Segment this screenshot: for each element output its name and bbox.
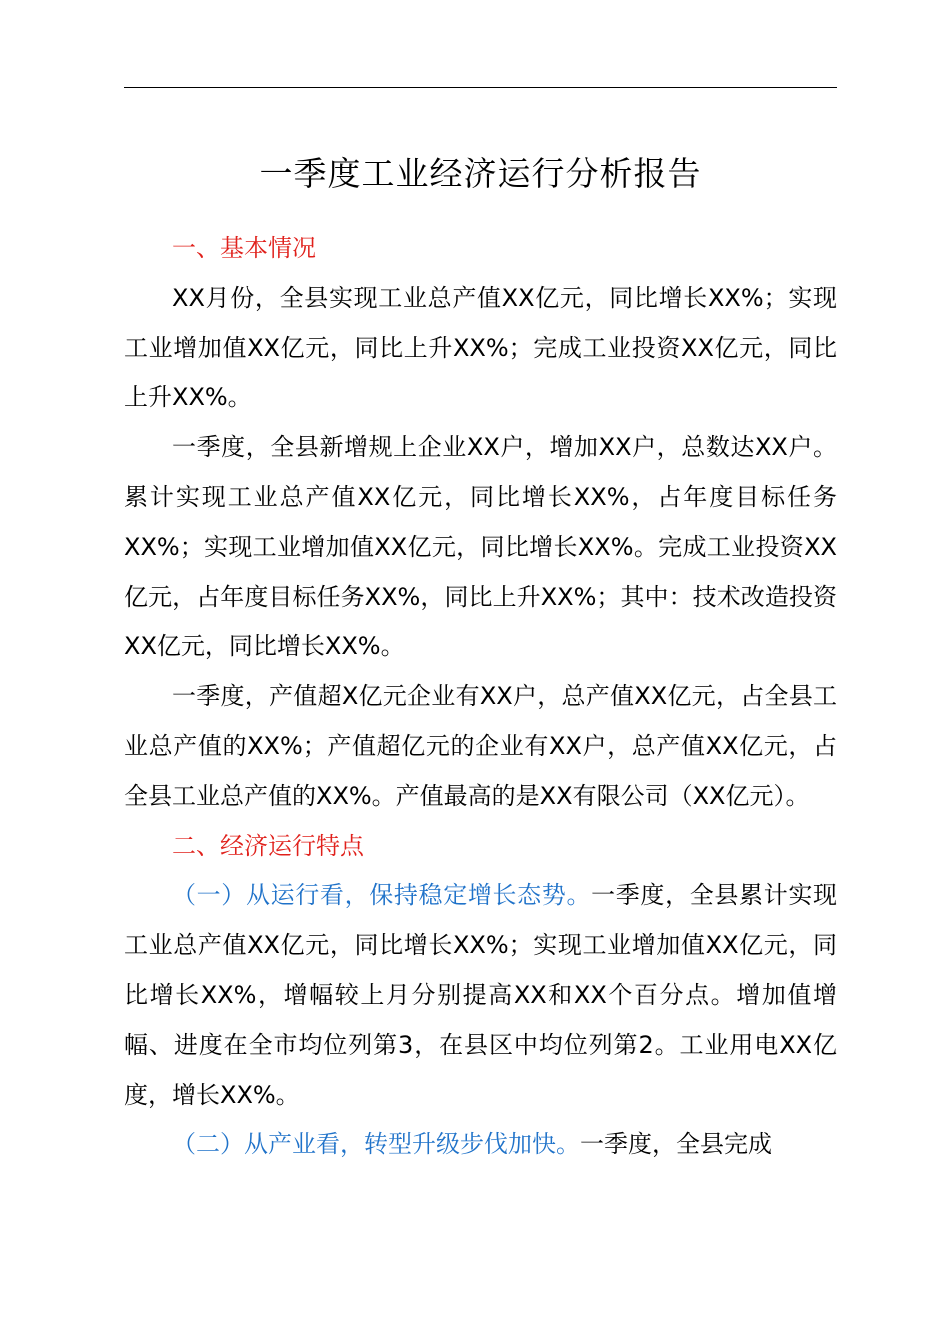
subheading-operation: （一）从运行看，保持稳定增长态势。 xyxy=(172,881,592,910)
document-body xyxy=(124,224,837,1170)
paragraph-industry xyxy=(124,1120,837,1170)
paragraph-industry-text: 一季度，全县完成 xyxy=(580,1130,772,1159)
paragraph-operation-text: 一季度，全县累计实现工业总产值XX亿元，同比增长XX%；实现工业增加值XX亿元，同比增长XX%，增幅较上月分别提高XX和XX个百分点。增加值增幅、进度在全市均位列第3，在县区中均位列第2。工业用电XX亿度，增长XX%。 xyxy=(124,881,838,1109)
section-heading-features: 二、经济运行特点 xyxy=(172,831,364,860)
section-heading-basic: 一、基本情况 xyxy=(172,234,316,262)
paragraph-enterprises: 一季度，产值超X亿元企业有XX户，总产值XX亿元，占全县工业总产值的XX%；产值超亿元的企业有XX户，总产值XX亿元，占全县工业总产值的XX%。产值最高的是XX有限公司（XX亿元）。 xyxy=(124,682,837,810)
paragraph-quarterly: 一季度，全县新增规上企业XX户，增加XX户，总数达XX户。累计实现工业总产值XX亿元，同比增长XX%，占年度目标任务XX%；实现工业增加值XX亿元，同比增长XX%。完成工业投资XX亿元，占年度目标任务XX%，同比上升XX%；其中：技术改造投资XX亿元，同比增长XX%。 xyxy=(124,433,837,661)
subheading-industry: （二）从产业看，转型升级步伐加快。 xyxy=(172,1130,580,1159)
paragraph-monthly: XX月份，全县实现工业总产值XX亿元，同比增长XX%；实现工业增加值XX亿元，同比上升XX%；完成工业投资XX亿元，同比上升XX%。 xyxy=(124,283,837,412)
header-rule xyxy=(124,87,837,88)
paragraph-operation xyxy=(124,871,837,1120)
document-title: 一季度工业经济运行分析报告 xyxy=(259,154,702,193)
